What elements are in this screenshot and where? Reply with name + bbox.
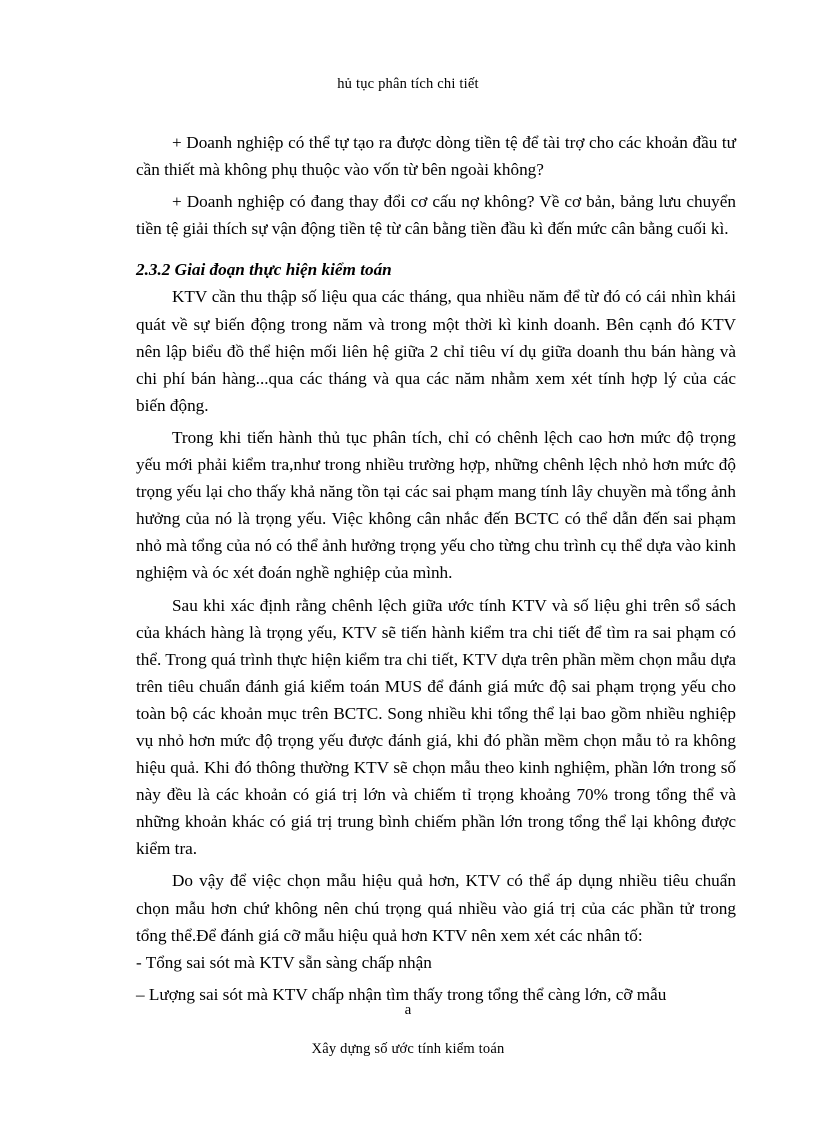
paragraph-5: Sau khi xác định rằng chênh lệch giữa ước tính KTV và số liệu ghi trên sổ sách của khách hàng là trọng yếu, KTV sẽ tiến hành kiểm tra chi tiết để tìm ra sai phạm có thể. Trong quá trình thực hiện kiểm tra chi tiết, KTV dựa trên phần mềm chọn mẫu dựa trên tiêu chuẩn đánh giá kiểm toán MUS để đánh giá mức độ sai phạm trọng yếu cho toàn bộ các khoản mục trên BCTC. Song nhiều khi tổng thể lại bao gồm nhiều nghiệp vụ nhỏ hơn mức độ trọng yếu được đánh giá, khi đó phần mềm chọn mẫu tỏ ra không hiệu quả. Khi đó thông thường KTV sẽ chọn mẫu theo kinh nghiệm, phần lớn trong số này đều là các khoản có giá trị lớn và chiếm tỉ trọng khoảng 70% trong tổng thể và những khoản khác có giá trị trung bình chiếm phần lớn trong tổng thể lại không được kiểm tra. xyxy=(136,595,736,859)
document-body xyxy=(136,129,736,1008)
paragraph-6: Do vậy để việc chọn mẫu hiệu quả hơn, KTV có thể áp dụng nhiều tiêu chuẩn chọn mẫu hơn chứ không nên chú trọng quá nhiều vào giá trị của các phần tử trong tổng thể.Để đánh giá cỡ mẫu hiệu quả hơn KTV nên xem xét các nhân tố: xyxy=(136,871,736,945)
list-item-1: - Tổng sai sót mà KTV sẵn sàng chấp nhận xyxy=(136,952,432,972)
paragraph-1: + Doanh nghiệp có thể tự tạo ra được dòng tiền tệ để tài trợ cho các khoản đầu tư cần thiết mà không phụ thuộc vào vốn từ bên ngoài không? xyxy=(136,133,736,180)
page-header: hủ tục phân tích chi tiết xyxy=(337,76,479,92)
list-item-2: – Lượng sai sót mà KTV chấp nhận tìm thấy trong tổng thể càng lớn, cỡ mẫu xyxy=(136,984,667,1004)
paragraph-4: Trong khi tiến hành thủ tục phân tích, chỉ có chênh lệch cao hơn mức độ trọng yếu mới phải kiểm tra,như trong nhiều trường hợp, những chênh lệch nhỏ hơn mức độ trọng yếu lại cho thấy khả năng tồn tại các sai phạm mang tính lây chuyền mà tổng ảnh hưởng của nó là trọng yếu. Việc không cân nhắc đến BCTC có thể dẫn đến sai phạm nhỏ mà tổng của nó có thể ảnh hưởng trọng yếu cho từng chu trình cụ thể dựa vào kinh nghiệm và óc xét đoán nghề nghiệp của mình. xyxy=(136,427,736,583)
page-mark: a xyxy=(404,1002,412,1018)
section-heading: 2.3.2 Giai đoạn thực hiện kiểm toán xyxy=(136,260,392,280)
paragraph-2: + Doanh nghiệp có đang thay đổi cơ cấu nợ không? Về cơ bản, bảng lưu chuyển tiền tệ giải thích sự vận động tiền tệ từ cân bằng tiền đầu kì đến mức cân bằng cuối kì. xyxy=(136,192,736,239)
page-footer: Xây dựng số ước tính kiểm toán xyxy=(311,1041,505,1057)
paragraph-3: KTV cần thu thập số liệu qua các tháng, qua nhiều năm để từ đó có cái nhìn khái quát về sự biến động trong năm và trong một thời kì kinh doanh. Bên cạnh đó KTV nên lập biểu đồ thể hiện mối liên hệ giữa 2 chỉ tiêu ví dụ giữa doanh thu bán hàng và chi phí bán hàng...qua các tháng và qua các năm nhằm xem xét tính hợp lý của các biến động. xyxy=(136,287,736,415)
